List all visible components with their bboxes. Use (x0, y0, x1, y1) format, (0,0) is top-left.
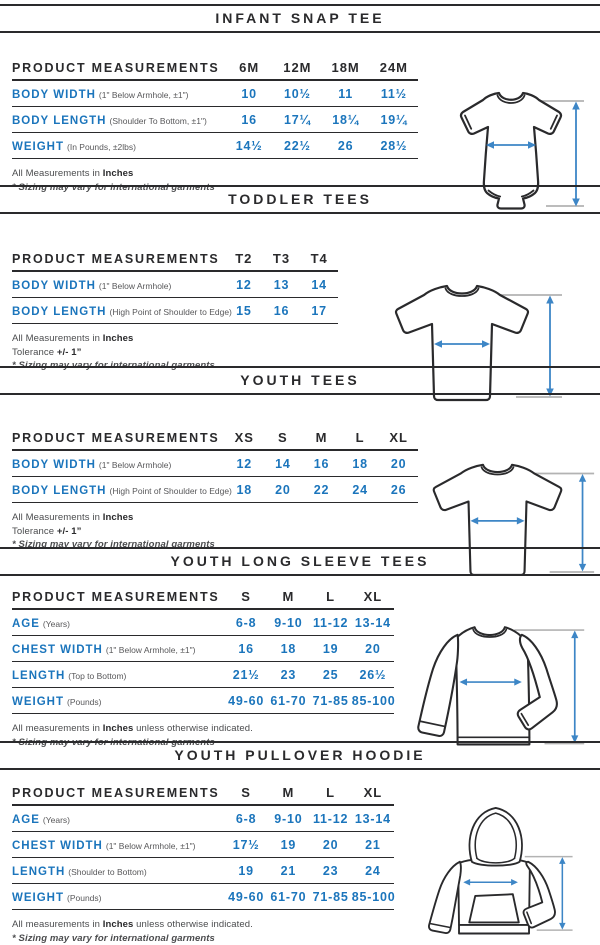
measurement-label-cell (12, 832, 225, 858)
measurement-value: 71-85 (310, 884, 352, 910)
measurement-value: 11 (322, 80, 370, 107)
table-header-label: PRODUCT MEASUREMENTS (12, 584, 225, 609)
size-header-xl: XL (352, 584, 394, 609)
footnote-segment: * Sizing may vary for international garments (12, 182, 215, 193)
measurement-name: AGE (12, 618, 40, 630)
measurement-value: 61-70 (267, 884, 309, 910)
measurement-label-cell (12, 133, 225, 159)
measurement-value: 16 (225, 636, 267, 662)
measurement-row (12, 80, 418, 107)
footnote-segment: Tolerance (12, 347, 57, 358)
measurement-row (12, 298, 338, 324)
hoodie-drawing (424, 802, 576, 945)
size-header-xl: XL (379, 425, 418, 450)
measurement-label-cell (12, 107, 225, 133)
length-arrow (559, 857, 565, 930)
size-header-t3: T3 (263, 246, 301, 271)
measurement-row (12, 450, 418, 477)
measurement-value: 9-10 (267, 805, 309, 832)
measurement-name: LENGTH (12, 670, 65, 682)
measurement-label-cell (12, 477, 225, 503)
measurement-value: 85-100 (352, 884, 394, 910)
measurement-value: 19 (267, 832, 309, 858)
kangaroo-pocket (469, 894, 519, 922)
footnote-segment: All measurements in (12, 919, 103, 930)
measurement-value: 9-10 (267, 609, 309, 636)
measurement-label-cell (12, 858, 225, 884)
measurement-label-cell (12, 884, 225, 910)
length-arrow (571, 631, 578, 743)
footnote-segment: Inches (103, 168, 134, 179)
measurement-value: 28½ (370, 133, 418, 159)
measurement-row (12, 858, 394, 884)
footnote-segment: * Sizing may vary for international garments (12, 360, 215, 371)
hem-band (459, 925, 529, 934)
size-header-s: S (225, 780, 267, 805)
measurement-value: 13-14 (352, 609, 394, 636)
section-youth-tees (0, 366, 600, 547)
measurement-label-cell (12, 609, 225, 636)
measurement-label-cell (12, 271, 225, 298)
section-title: YOUTH PULLOVER HOODIE (0, 747, 600, 763)
measurement-value: 16 (263, 298, 301, 324)
measurement-value: 16 (225, 107, 273, 133)
measurements-table (12, 246, 338, 324)
measurements-table (12, 55, 418, 159)
table-header-label: PRODUCT MEASUREMENTS (12, 425, 225, 450)
size-header-l: L (341, 425, 380, 450)
measurement-value: 24 (341, 477, 380, 503)
measurement-value: 18 (341, 450, 380, 477)
measurement-row (12, 133, 418, 159)
size-header-s: S (264, 425, 303, 450)
measurement-value: 16 (302, 450, 341, 477)
measurement-name: WEIGHT (12, 892, 64, 904)
size-header-l: L (310, 584, 352, 609)
measurement-name: AGE (12, 814, 40, 826)
left-sleeve-outline (418, 635, 458, 736)
table-header-row (12, 425, 418, 450)
measurements-table (12, 584, 394, 714)
footnote-segment: Inches (103, 512, 134, 523)
section-youth-pullover-hoodie (0, 741, 600, 926)
measurement-note: (Pounds) (67, 697, 102, 707)
measurement-value: 61-70 (267, 688, 309, 714)
measurement-value: 14 (300, 271, 338, 298)
section-content (0, 584, 600, 749)
footnote-segment: All Measurements in (12, 512, 103, 523)
measurement-value: 71-85 (310, 688, 352, 714)
measurement-note: (1" Below Armhole, ±1") (106, 645, 196, 655)
size-header-m: M (267, 584, 309, 609)
size-header-m: M (302, 425, 341, 450)
size-header-xs: XS (225, 425, 264, 450)
measurement-value: 19¼ (370, 107, 418, 133)
size-header-t4: T4 (300, 246, 338, 271)
section-title: YOUTH LONG SLEEVE TEES (0, 553, 600, 569)
measurement-value: 25 (310, 662, 352, 688)
measurement-value: 20 (264, 477, 303, 503)
left-sleeve-outline (429, 862, 461, 933)
measurement-note: (Pounds) (67, 893, 102, 903)
measurement-value: 19 (225, 858, 267, 884)
table-header-row (12, 584, 394, 609)
footnote-segment: +/- 1” (57, 526, 82, 537)
measurement-value: 13 (263, 271, 301, 298)
measurement-value: 18 (225, 477, 264, 503)
size-header-l: L (310, 780, 352, 805)
section-content (0, 780, 600, 945)
measurement-note: (Shoulder To Bottom, ±1") (110, 116, 207, 126)
section-title-block (0, 4, 600, 33)
section-content (0, 55, 600, 194)
long-sleeve-tee-illustration (416, 614, 588, 758)
measurement-value: 17½ (225, 832, 267, 858)
footnote-segment: * Sizing may vary for international garments (12, 737, 215, 748)
measurement-value: 17¼ (273, 107, 321, 133)
measurement-value: 24 (352, 858, 394, 884)
measurement-label-cell (12, 805, 225, 832)
measurement-label-cell (12, 636, 225, 662)
size-header-6m: 6M (225, 55, 273, 80)
measurement-note: (Shoulder to Bottom) (68, 867, 146, 877)
long-sleeve-tee-drawing (416, 614, 588, 758)
section-title-block (0, 185, 600, 214)
section-toddler-tees (0, 185, 600, 366)
measurement-name: BODY LENGTH (12, 306, 107, 318)
measurement-value: 21 (352, 832, 394, 858)
measurement-note: (In Pounds, ±2lbs) (67, 142, 136, 152)
measurement-note: (Years) (43, 815, 70, 825)
measurement-row (12, 884, 394, 910)
measurement-value: 18¼ (322, 107, 370, 133)
measurement-row (12, 636, 394, 662)
measurement-name: BODY LENGTH (12, 115, 107, 127)
section-infant-snap-tee (0, 4, 600, 185)
measurement-row (12, 477, 418, 503)
measurement-value: 15 (225, 298, 263, 324)
measurement-value: 23 (310, 858, 352, 884)
measurement-note: (Years) (43, 619, 70, 629)
footnote-segment: Inches (103, 919, 134, 930)
measurement-value: 10½ (273, 80, 321, 107)
measurement-value: 6-8 (225, 805, 267, 832)
measurement-label-cell (12, 450, 225, 477)
measurement-value: 22½ (273, 133, 321, 159)
footnote-segment: All Measurements in (12, 333, 103, 344)
size-header-s: S (225, 584, 267, 609)
table-header-row (12, 55, 418, 80)
footnote-segment: * Sizing may vary for international garments (12, 539, 215, 550)
measurement-value: 18 (267, 636, 309, 662)
footnote-segment: Inches (103, 723, 134, 734)
table-header-label: PRODUCT MEASUREMENTS (12, 246, 225, 271)
footnote-segment: Inches (103, 333, 134, 344)
measurement-name: WEIGHT (12, 141, 64, 153)
measurement-row (12, 609, 394, 636)
measurement-value: 85-100 (352, 688, 394, 714)
measurement-row (12, 271, 338, 298)
tee-body-outline (456, 627, 530, 744)
measurement-note: (1" Below Armhole, ±1") (99, 90, 189, 100)
section-youth-long-sleeve-tees (0, 547, 600, 741)
measurement-row (12, 107, 418, 133)
measurement-value: 20 (352, 636, 394, 662)
measurement-row (12, 805, 394, 832)
table-header-row (12, 780, 394, 805)
measurement-value: 14½ (225, 133, 273, 159)
measurement-name: LENGTH (12, 866, 65, 878)
measurement-label-cell (12, 80, 225, 107)
measurement-note: (1" Below Armhole) (99, 460, 171, 470)
size-header-18m: 18M (322, 55, 370, 80)
footnote-segment: Tolerance (12, 526, 57, 537)
hoodie-illustration (424, 802, 576, 945)
measurement-value: 19 (310, 636, 352, 662)
section-title: INFANT SNAP TEE (0, 10, 600, 26)
size-header-12m: 12M (273, 55, 321, 80)
size-header-xl: XL (352, 780, 394, 805)
measurement-name: WEIGHT (12, 696, 64, 708)
table-header-label: PRODUCT MEASUREMENTS (12, 55, 225, 80)
measurement-value: 11½ (370, 80, 418, 107)
measurement-label-cell (12, 688, 225, 714)
measurement-value: 11-12 (310, 609, 352, 636)
measurement-row (12, 688, 394, 714)
measurement-value: 12 (225, 271, 263, 298)
measurement-note: (1" Below Armhole, ±1") (106, 841, 196, 851)
measurement-value: 21 (267, 858, 309, 884)
measurement-value: 22 (302, 477, 341, 503)
measurement-value: 6-8 (225, 609, 267, 636)
measurement-value: 17 (300, 298, 338, 324)
measurement-value: 11-12 (310, 805, 352, 832)
measurement-row (12, 832, 394, 858)
size-header-t2: T2 (225, 246, 263, 271)
measurement-value: 14 (264, 450, 303, 477)
measurement-value: 49-60 (225, 688, 267, 714)
measurement-value: 13-14 (352, 805, 394, 832)
section-title: TODDLER TEES (0, 191, 600, 207)
measurement-value: 20 (379, 450, 418, 477)
footnote-segment: unless otherwise indicated. (133, 919, 253, 930)
measurements-table (12, 780, 394, 910)
measurement-name: BODY WIDTH (12, 459, 96, 471)
measurement-name: BODY LENGTH (12, 485, 107, 497)
section-title-block (0, 366, 600, 395)
measurement-note: (High Point of Shoulder to Edge) (110, 486, 232, 496)
section-content (0, 425, 600, 552)
measurement-label-cell (12, 662, 225, 688)
section-content (0, 246, 600, 373)
measurements-table (12, 425, 418, 503)
size-header-m: M (267, 780, 309, 805)
table-header-label: PRODUCT MEASUREMENTS (12, 780, 225, 805)
section-title-block (0, 547, 600, 576)
footnote-segment: unless otherwise indicated. (133, 723, 253, 734)
measurement-name: CHEST WIDTH (12, 644, 103, 656)
section-title-block (0, 741, 600, 770)
measurement-row (12, 662, 394, 688)
measurement-value: 10 (225, 80, 273, 107)
measurement-value: 49-60 (225, 884, 267, 910)
measurement-name: BODY WIDTH (12, 280, 96, 292)
measurement-label-cell (12, 298, 225, 324)
footnote-segment: All Measurements in (12, 168, 103, 179)
measurement-value: 21½ (225, 662, 267, 688)
measurement-note: (1" Below Armhole) (99, 281, 171, 291)
measurement-name: CHEST WIDTH (12, 840, 103, 852)
footnote-segment: * Sizing may vary for international garments (12, 933, 215, 944)
measurement-value: 23 (267, 662, 309, 688)
size-header-24m: 24M (370, 55, 418, 80)
measurement-note: (High Point of Shoulder to Edge) (110, 307, 232, 317)
table-header-row (12, 246, 338, 271)
measurement-value: 12 (225, 450, 264, 477)
measurement-name: BODY WIDTH (12, 89, 96, 101)
measurement-value: 26 (379, 477, 418, 503)
footnote-segment: All measurements in (12, 723, 103, 734)
measurement-value: 20 (310, 832, 352, 858)
footnote-segment: +/- 1” (57, 347, 82, 358)
section-title: YOUTH TEES (0, 372, 600, 388)
measurement-note: (Top to Bottom) (68, 671, 126, 681)
measurement-value: 26 (322, 133, 370, 159)
measurement-value: 26½ (352, 662, 394, 688)
